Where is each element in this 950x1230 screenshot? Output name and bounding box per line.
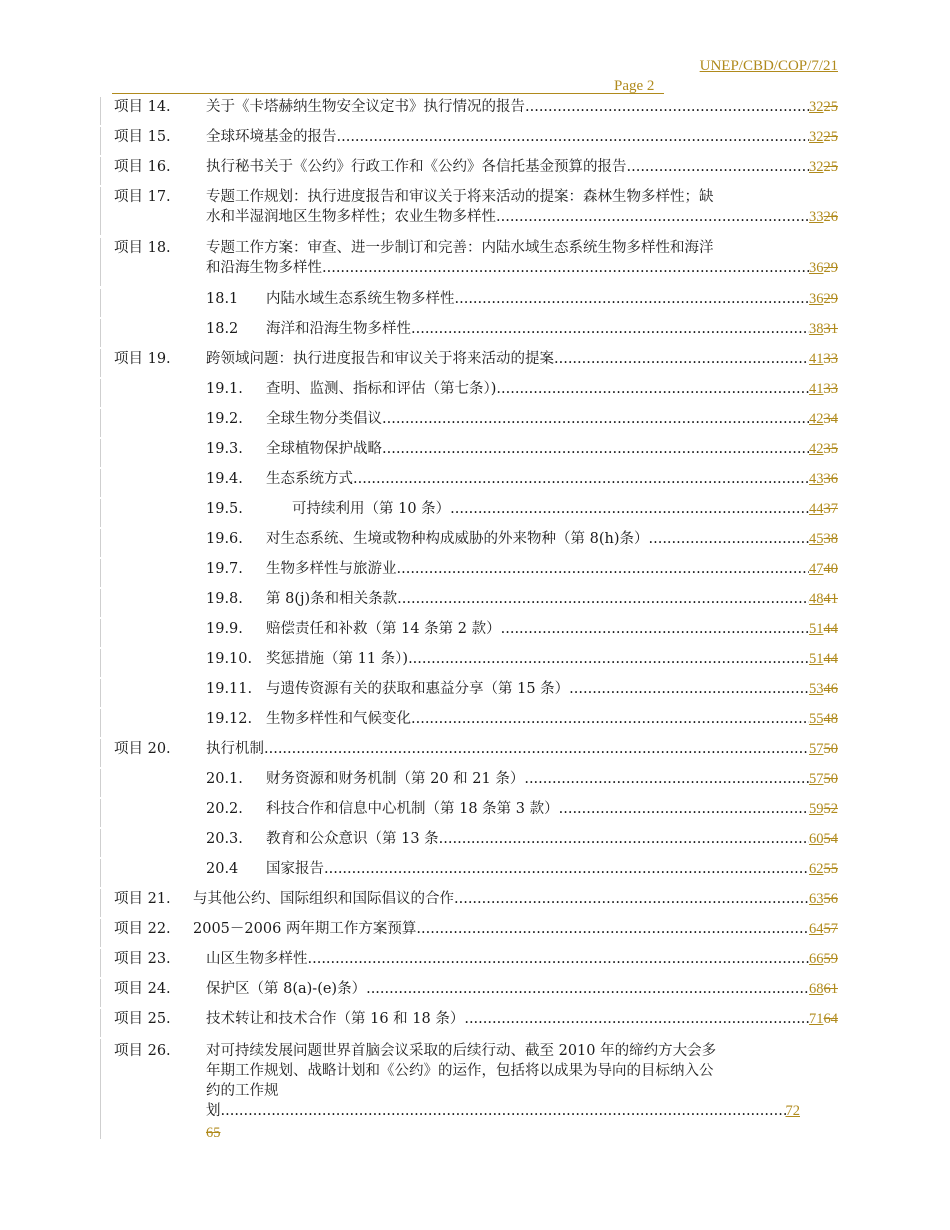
dot-leader bbox=[554, 349, 809, 369]
toc-subitem-number: 19.7. bbox=[206, 561, 243, 577]
page-number-new: 57 bbox=[809, 771, 824, 787]
toc-entry-title: 全球环境基金的报告 bbox=[206, 129, 337, 145]
page-number-deleted: 59 bbox=[823, 951, 838, 967]
toc-entry-title: 关于《卡塔赫纳生物安全议定书》执行情况的报告 bbox=[206, 99, 525, 115]
toc-page-number bbox=[809, 979, 838, 999]
toc-page-number bbox=[809, 829, 838, 849]
page-number-deleted: 48 bbox=[823, 711, 838, 727]
toc-entry-line[interactable] bbox=[193, 889, 838, 909]
page-number-new: 41 bbox=[809, 381, 824, 397]
page-number-deleted: 29 bbox=[823, 291, 838, 307]
page-number-new: 36 bbox=[809, 291, 824, 307]
page-number-deleted: 41 bbox=[823, 591, 838, 607]
toc-page-number bbox=[809, 439, 838, 459]
toc-item-label: 项目 18. bbox=[114, 240, 171, 256]
page-number-new: 51 bbox=[809, 621, 824, 637]
toc-item-label: 项目 26. bbox=[114, 1043, 171, 1059]
page-number-new: 55 bbox=[809, 711, 824, 727]
toc-entry-title: 第 8(j)条和相关条款 bbox=[266, 591, 398, 607]
page-number-deleted: 52 bbox=[823, 801, 838, 817]
toc-entry-title: 生态系统方式 bbox=[266, 471, 353, 487]
toc-entry-title: 可持续利用（第 10 条） bbox=[292, 501, 451, 517]
toc-entry-line[interactable] bbox=[266, 589, 838, 609]
change-bar bbox=[100, 187, 101, 235]
toc-item-label: 项目 19. bbox=[114, 351, 171, 367]
toc-page-number bbox=[809, 409, 838, 429]
toc-subitem-number: 19.11. bbox=[206, 681, 253, 697]
toc-entry-line[interactable] bbox=[266, 649, 838, 669]
change-bar bbox=[100, 439, 101, 467]
dot-leader bbox=[324, 859, 809, 879]
toc-page-number bbox=[809, 619, 838, 639]
page-number-deleted: 35 bbox=[823, 441, 838, 457]
page-number-new: 64 bbox=[809, 921, 824, 937]
toc-entry-title: 山区生物多样性 bbox=[206, 951, 308, 967]
toc-entry-line[interactable] bbox=[266, 469, 838, 489]
toc-page-number bbox=[809, 649, 838, 669]
change-bar bbox=[100, 238, 101, 286]
page-number-deleted: 50 bbox=[823, 741, 838, 757]
page-number-deleted: 26 bbox=[823, 209, 838, 225]
toc-entry-title: 专题工作规划：执行进度报告和审议关于将来活动的提案：森林生物多样性；缺 bbox=[206, 189, 714, 205]
dot-leader bbox=[408, 649, 809, 669]
page-number-deleted: 25 bbox=[823, 129, 838, 145]
toc-entry-title: 全球生物分类倡议 bbox=[266, 411, 382, 427]
toc-subitem-number: 19.8. bbox=[206, 591, 243, 607]
page-number-new: 68 bbox=[809, 981, 824, 997]
page-number-new: 38 bbox=[809, 321, 824, 337]
toc-entry-title: 赔偿责任和补救（第 14 条第 2 款） bbox=[266, 621, 501, 637]
page-number-deleted: 29 bbox=[823, 260, 838, 276]
toc-entry-line[interactable] bbox=[193, 919, 838, 939]
toc-entry-title: 科技合作和信息中心机制（第 18 条第 3 款） bbox=[266, 801, 559, 817]
page-number-deleted: 37 bbox=[823, 501, 838, 517]
toc-entry-title: 生物多样性和气候变化 bbox=[266, 711, 411, 727]
page-number-new: 71 bbox=[809, 1011, 824, 1027]
page-number-deleted: 25 bbox=[823, 99, 838, 115]
toc-page-number bbox=[809, 529, 838, 549]
toc-entry-line[interactable] bbox=[206, 258, 838, 278]
toc-entry-line[interactable] bbox=[266, 679, 838, 699]
page-number-deleted: 65 bbox=[206, 1125, 221, 1141]
toc-page-number bbox=[809, 709, 838, 729]
change-bar bbox=[100, 289, 101, 317]
toc-page-number bbox=[809, 559, 838, 579]
page-number-new: 66 bbox=[809, 951, 824, 967]
toc-entry-title: 教育和公众意识（第 13 条 bbox=[266, 831, 439, 847]
toc-item-label: 项目 17. bbox=[114, 189, 171, 205]
dot-leader bbox=[569, 679, 809, 699]
toc-subitem-number: 20.4 bbox=[206, 861, 239, 877]
toc-subitem-number: 19.9. bbox=[206, 621, 243, 637]
toc-page-number bbox=[809, 127, 838, 147]
page-number-deleted: 36 bbox=[823, 471, 838, 487]
toc-entry-title: 对可持续发展问题世界首脑会议采取的后续行动、截至 2010 年的缔约方大会多 bbox=[206, 1043, 717, 1059]
page-number-new: 43 bbox=[809, 471, 824, 487]
toc-page-number bbox=[809, 207, 838, 227]
toc-entry-line[interactable] bbox=[206, 739, 838, 759]
toc-subitem-number: 19.5. bbox=[206, 501, 243, 517]
toc-page-number bbox=[809, 739, 838, 759]
page-number-deleted: 55 bbox=[823, 861, 838, 877]
dot-leader bbox=[627, 157, 810, 177]
page-number-new: 53 bbox=[809, 681, 824, 697]
toc-entry-title: 内陆水域生态系统生物多样性 bbox=[266, 291, 455, 307]
toc-page-number bbox=[809, 97, 838, 117]
change-bar bbox=[100, 97, 101, 125]
dot-leader bbox=[382, 439, 809, 459]
page-number-new: 33 bbox=[809, 209, 824, 225]
dot-leader bbox=[382, 409, 809, 429]
toc-entry-title: 保护区（第 8(a)-(e)条） bbox=[206, 981, 367, 997]
toc-item-label: 项目 21. bbox=[114, 891, 171, 907]
toc-item-label: 项目 15. bbox=[114, 129, 171, 145]
toc-entry-title: 国家报告 bbox=[266, 861, 324, 877]
toc-entry-title: 与遗传资源有关的获取和惠益分享（第 15 条） bbox=[266, 681, 570, 697]
change-bar bbox=[100, 949, 101, 977]
toc-subitem-number: 19.4. bbox=[206, 471, 243, 487]
toc-subitem-number: 18.1 bbox=[206, 291, 239, 307]
toc-entry-line[interactable] bbox=[266, 379, 838, 399]
change-bar bbox=[100, 1009, 101, 1037]
toc-entry-title: 奖惩措施（第 11 条）) bbox=[266, 651, 409, 667]
change-bar bbox=[100, 799, 101, 827]
toc-entry-title: 海洋和沿海生物多样性 bbox=[266, 321, 411, 337]
change-bar bbox=[100, 127, 101, 155]
change-bar bbox=[100, 709, 101, 737]
toc-entry-line[interactable] bbox=[206, 349, 838, 369]
change-bar bbox=[100, 859, 101, 887]
toc-item-label: 项目 20. bbox=[114, 741, 171, 757]
page-number-deleted: 46 bbox=[823, 681, 838, 697]
toc-page-number bbox=[809, 1009, 838, 1029]
page-number-deleted: 57 bbox=[823, 921, 838, 937]
page-number-new: 42 bbox=[809, 411, 824, 427]
dot-leader bbox=[397, 559, 810, 579]
dot-leader bbox=[353, 469, 809, 489]
toc-entry-line[interactable] bbox=[266, 709, 838, 729]
toc-page-number bbox=[809, 949, 838, 969]
page-number-deleted: 38 bbox=[823, 531, 838, 547]
change-bar bbox=[100, 589, 101, 617]
page-number-deleted: 44 bbox=[823, 621, 838, 637]
toc-page-number bbox=[809, 319, 838, 339]
toc-entry-line[interactable] bbox=[206, 157, 838, 177]
change-bar bbox=[100, 649, 101, 677]
toc-entry-line[interactable] bbox=[206, 1009, 838, 1029]
page-number-deleted: 61 bbox=[823, 981, 838, 997]
toc-entry-title: 对生态系统、生境或物种构成威胁的外来物种（第 8(h)条） bbox=[266, 531, 649, 547]
dot-leader bbox=[464, 1009, 809, 1029]
dot-leader bbox=[366, 979, 809, 999]
change-bar bbox=[100, 529, 101, 557]
toc-subitem-number: 20.3. bbox=[206, 831, 243, 847]
change-bar bbox=[100, 559, 101, 587]
page-number-new: 41 bbox=[809, 351, 824, 367]
toc-page-number bbox=[809, 289, 838, 309]
toc-subitem-number: 19.2. bbox=[206, 411, 243, 427]
toc-entry-line[interactable] bbox=[206, 949, 838, 969]
change-bar bbox=[100, 499, 101, 527]
dot-leader bbox=[221, 1101, 786, 1121]
toc-item-label: 项目 23. bbox=[114, 951, 171, 967]
toc-page-number bbox=[809, 799, 838, 819]
change-bar bbox=[100, 739, 101, 767]
toc-entry-line[interactable] bbox=[266, 319, 838, 339]
page-number-new: 63 bbox=[809, 891, 824, 907]
page-number-deleted: 64 bbox=[823, 1011, 838, 1027]
toc-entry-title: 全球植物保护战略 bbox=[266, 441, 382, 457]
dot-leader bbox=[397, 589, 809, 609]
dot-leader bbox=[496, 207, 809, 227]
dot-leader bbox=[322, 258, 809, 278]
toc-subitem-number: 18.2 bbox=[206, 321, 239, 337]
page-number-deleted: 50 bbox=[823, 771, 838, 787]
dot-leader bbox=[416, 919, 809, 939]
page-number-new: 45 bbox=[809, 531, 824, 547]
toc-entry-line[interactable] bbox=[266, 859, 838, 879]
page-number-new: 47 bbox=[809, 561, 824, 577]
dot-leader bbox=[264, 739, 809, 759]
dot-leader bbox=[525, 97, 809, 117]
change-bar bbox=[100, 769, 101, 797]
toc-entry-line[interactable] bbox=[266, 289, 838, 309]
change-bar bbox=[100, 409, 101, 437]
page-number: Page 2 bbox=[614, 78, 655, 94]
toc-page-number bbox=[809, 379, 838, 399]
toc-entry-line[interactable] bbox=[266, 619, 838, 639]
toc-subitem-number: 19.10. bbox=[206, 651, 253, 667]
page-number-new: 36 bbox=[809, 260, 824, 276]
toc-entry-title: 查明、监测、指标和评估（第七条）) bbox=[266, 381, 497, 397]
toc-entry-title: 专题工作方案：审查、进一步制订和完善：内陆水域生态系统生物多样性和海洋 bbox=[206, 240, 714, 256]
change-bar bbox=[100, 919, 101, 947]
page-number-new: 72 bbox=[785, 1103, 800, 1119]
toc-page-number bbox=[809, 258, 838, 278]
dot-leader bbox=[450, 499, 809, 519]
toc-entry-title: 年期工作规划、战略计划和《公约》的运作，包括将以成果为导向的目标纳入公 bbox=[206, 1063, 714, 1079]
change-bar bbox=[100, 979, 101, 1007]
change-bar bbox=[100, 679, 101, 707]
toc-item-label: 项目 16. bbox=[114, 159, 171, 175]
toc-entry-line[interactable] bbox=[266, 409, 838, 429]
dot-leader bbox=[496, 379, 809, 399]
page-number-new: 57 bbox=[809, 741, 824, 757]
change-bar bbox=[100, 349, 101, 377]
dot-leader bbox=[308, 949, 810, 969]
toc-entry-line[interactable] bbox=[206, 1101, 800, 1121]
toc-item-label: 项目 25. bbox=[114, 1011, 171, 1027]
toc-page-number bbox=[809, 349, 838, 369]
page-number-new: 59 bbox=[809, 801, 824, 817]
toc-entry-line[interactable] bbox=[266, 769, 838, 789]
page-number-new: 51 bbox=[809, 651, 824, 667]
toc-entry-line[interactable] bbox=[206, 207, 838, 227]
page-number-new: 32 bbox=[809, 129, 824, 145]
page-number-deleted: 56 bbox=[823, 891, 838, 907]
toc-subitem-number: 19.3. bbox=[206, 441, 243, 457]
toc-entry-line[interactable] bbox=[266, 529, 838, 549]
dot-leader bbox=[455, 289, 810, 309]
toc-entry-title: 和沿海生物多样性 bbox=[206, 260, 322, 276]
toc-entry-title: 财务资源和财务机制（第 20 和 21 条） bbox=[266, 771, 525, 787]
page-number-new: 32 bbox=[809, 99, 824, 115]
dot-leader bbox=[501, 619, 809, 639]
toc-entry-title: 技术转让和技术合作（第 16 和 18 条） bbox=[206, 1011, 465, 1027]
toc-entry-title: 跨领域问题：执行进度报告和审议关于将来活动的提案 bbox=[206, 351, 554, 367]
dot-leader bbox=[559, 799, 809, 819]
toc-item-label: 项目 22. bbox=[114, 921, 171, 937]
change-bar bbox=[100, 319, 101, 347]
toc-entry-title: 与其他公约、国际组织和国际倡议的合作 bbox=[193, 891, 454, 907]
toc-page-number bbox=[809, 889, 838, 909]
change-bar bbox=[100, 157, 101, 185]
change-bar bbox=[100, 829, 101, 857]
change-bar bbox=[100, 379, 101, 407]
page-number-deleted: 34 bbox=[823, 411, 838, 427]
toc-page-number bbox=[809, 589, 838, 609]
document-symbol: UNEP/CBD/COP/7/21 bbox=[699, 58, 838, 74]
change-bar bbox=[100, 469, 101, 497]
dot-leader bbox=[411, 319, 809, 339]
page-number-deleted: 31 bbox=[823, 321, 838, 337]
dot-leader bbox=[454, 889, 809, 909]
toc-entry-line[interactable] bbox=[266, 829, 838, 849]
toc-entry-title: 2005－2006 两年期工作方案预算 bbox=[193, 921, 417, 937]
page-number-deleted: 44 bbox=[823, 651, 838, 667]
toc-entry-title: 划 bbox=[206, 1103, 221, 1119]
change-bar bbox=[100, 619, 101, 647]
dot-leader bbox=[439, 829, 809, 849]
toc-entry-title: 执行机制 bbox=[206, 741, 264, 757]
page-number-new: 32 bbox=[809, 159, 824, 175]
change-bar bbox=[100, 889, 101, 917]
toc-page-number bbox=[809, 157, 838, 177]
page-number-deleted: 33 bbox=[823, 381, 838, 397]
page-number-deleted: 54 bbox=[823, 831, 838, 847]
toc-subitem-number: 20.2. bbox=[206, 801, 243, 817]
toc-entry-title: 水和半湿润地区生物多样性；农业生物多样性 bbox=[206, 209, 496, 225]
toc-page-number bbox=[809, 859, 838, 879]
toc-page-number bbox=[809, 679, 838, 699]
toc-page-number bbox=[809, 769, 838, 789]
toc-item-label: 项目 24. bbox=[114, 981, 171, 997]
toc-entry-line[interactable] bbox=[206, 97, 838, 117]
toc-entry-line[interactable] bbox=[266, 559, 838, 579]
toc-subitem-number: 19.6. bbox=[206, 531, 243, 547]
toc-entry-line[interactable] bbox=[266, 439, 838, 459]
toc-page-number bbox=[786, 1101, 801, 1121]
toc-entry-line[interactable] bbox=[266, 799, 838, 819]
toc-subitem-number: 19.1. bbox=[206, 381, 243, 397]
change-bar bbox=[100, 1039, 101, 1139]
dot-leader bbox=[411, 709, 809, 729]
toc-entry-title: 执行秘书关于《公约》行政工作和《公约》各信托基金预算的报告 bbox=[206, 159, 627, 175]
page-number-new: 48 bbox=[809, 591, 824, 607]
toc-entry-title: 生物多样性与旅游业 bbox=[266, 561, 397, 577]
page-number-new: 42 bbox=[809, 441, 824, 457]
toc-page-number bbox=[809, 469, 838, 489]
toc-item-label: 项目 14. bbox=[114, 99, 171, 115]
toc-subitem-number: 20.1. bbox=[206, 771, 243, 787]
dot-leader bbox=[337, 127, 810, 147]
toc-entry-line[interactable] bbox=[292, 499, 838, 519]
dot-leader bbox=[524, 769, 809, 789]
toc-page-number bbox=[809, 499, 838, 519]
dot-leader bbox=[649, 529, 810, 549]
toc-page-number bbox=[809, 919, 838, 939]
page-number-deleted: 40 bbox=[823, 561, 838, 577]
toc-subitem-number: 19.12. bbox=[206, 711, 253, 727]
page-number-new: 60 bbox=[809, 831, 824, 847]
toc-entry-line[interactable] bbox=[206, 127, 838, 147]
page-number-new: 44 bbox=[809, 501, 824, 517]
page-number-new: 62 bbox=[809, 861, 824, 877]
toc-entry-line[interactable] bbox=[206, 979, 838, 999]
page-number-deleted: 25 bbox=[823, 159, 838, 175]
toc-entry-title: 约的工作规 bbox=[206, 1083, 279, 1099]
page-number-deleted: 33 bbox=[823, 351, 838, 367]
